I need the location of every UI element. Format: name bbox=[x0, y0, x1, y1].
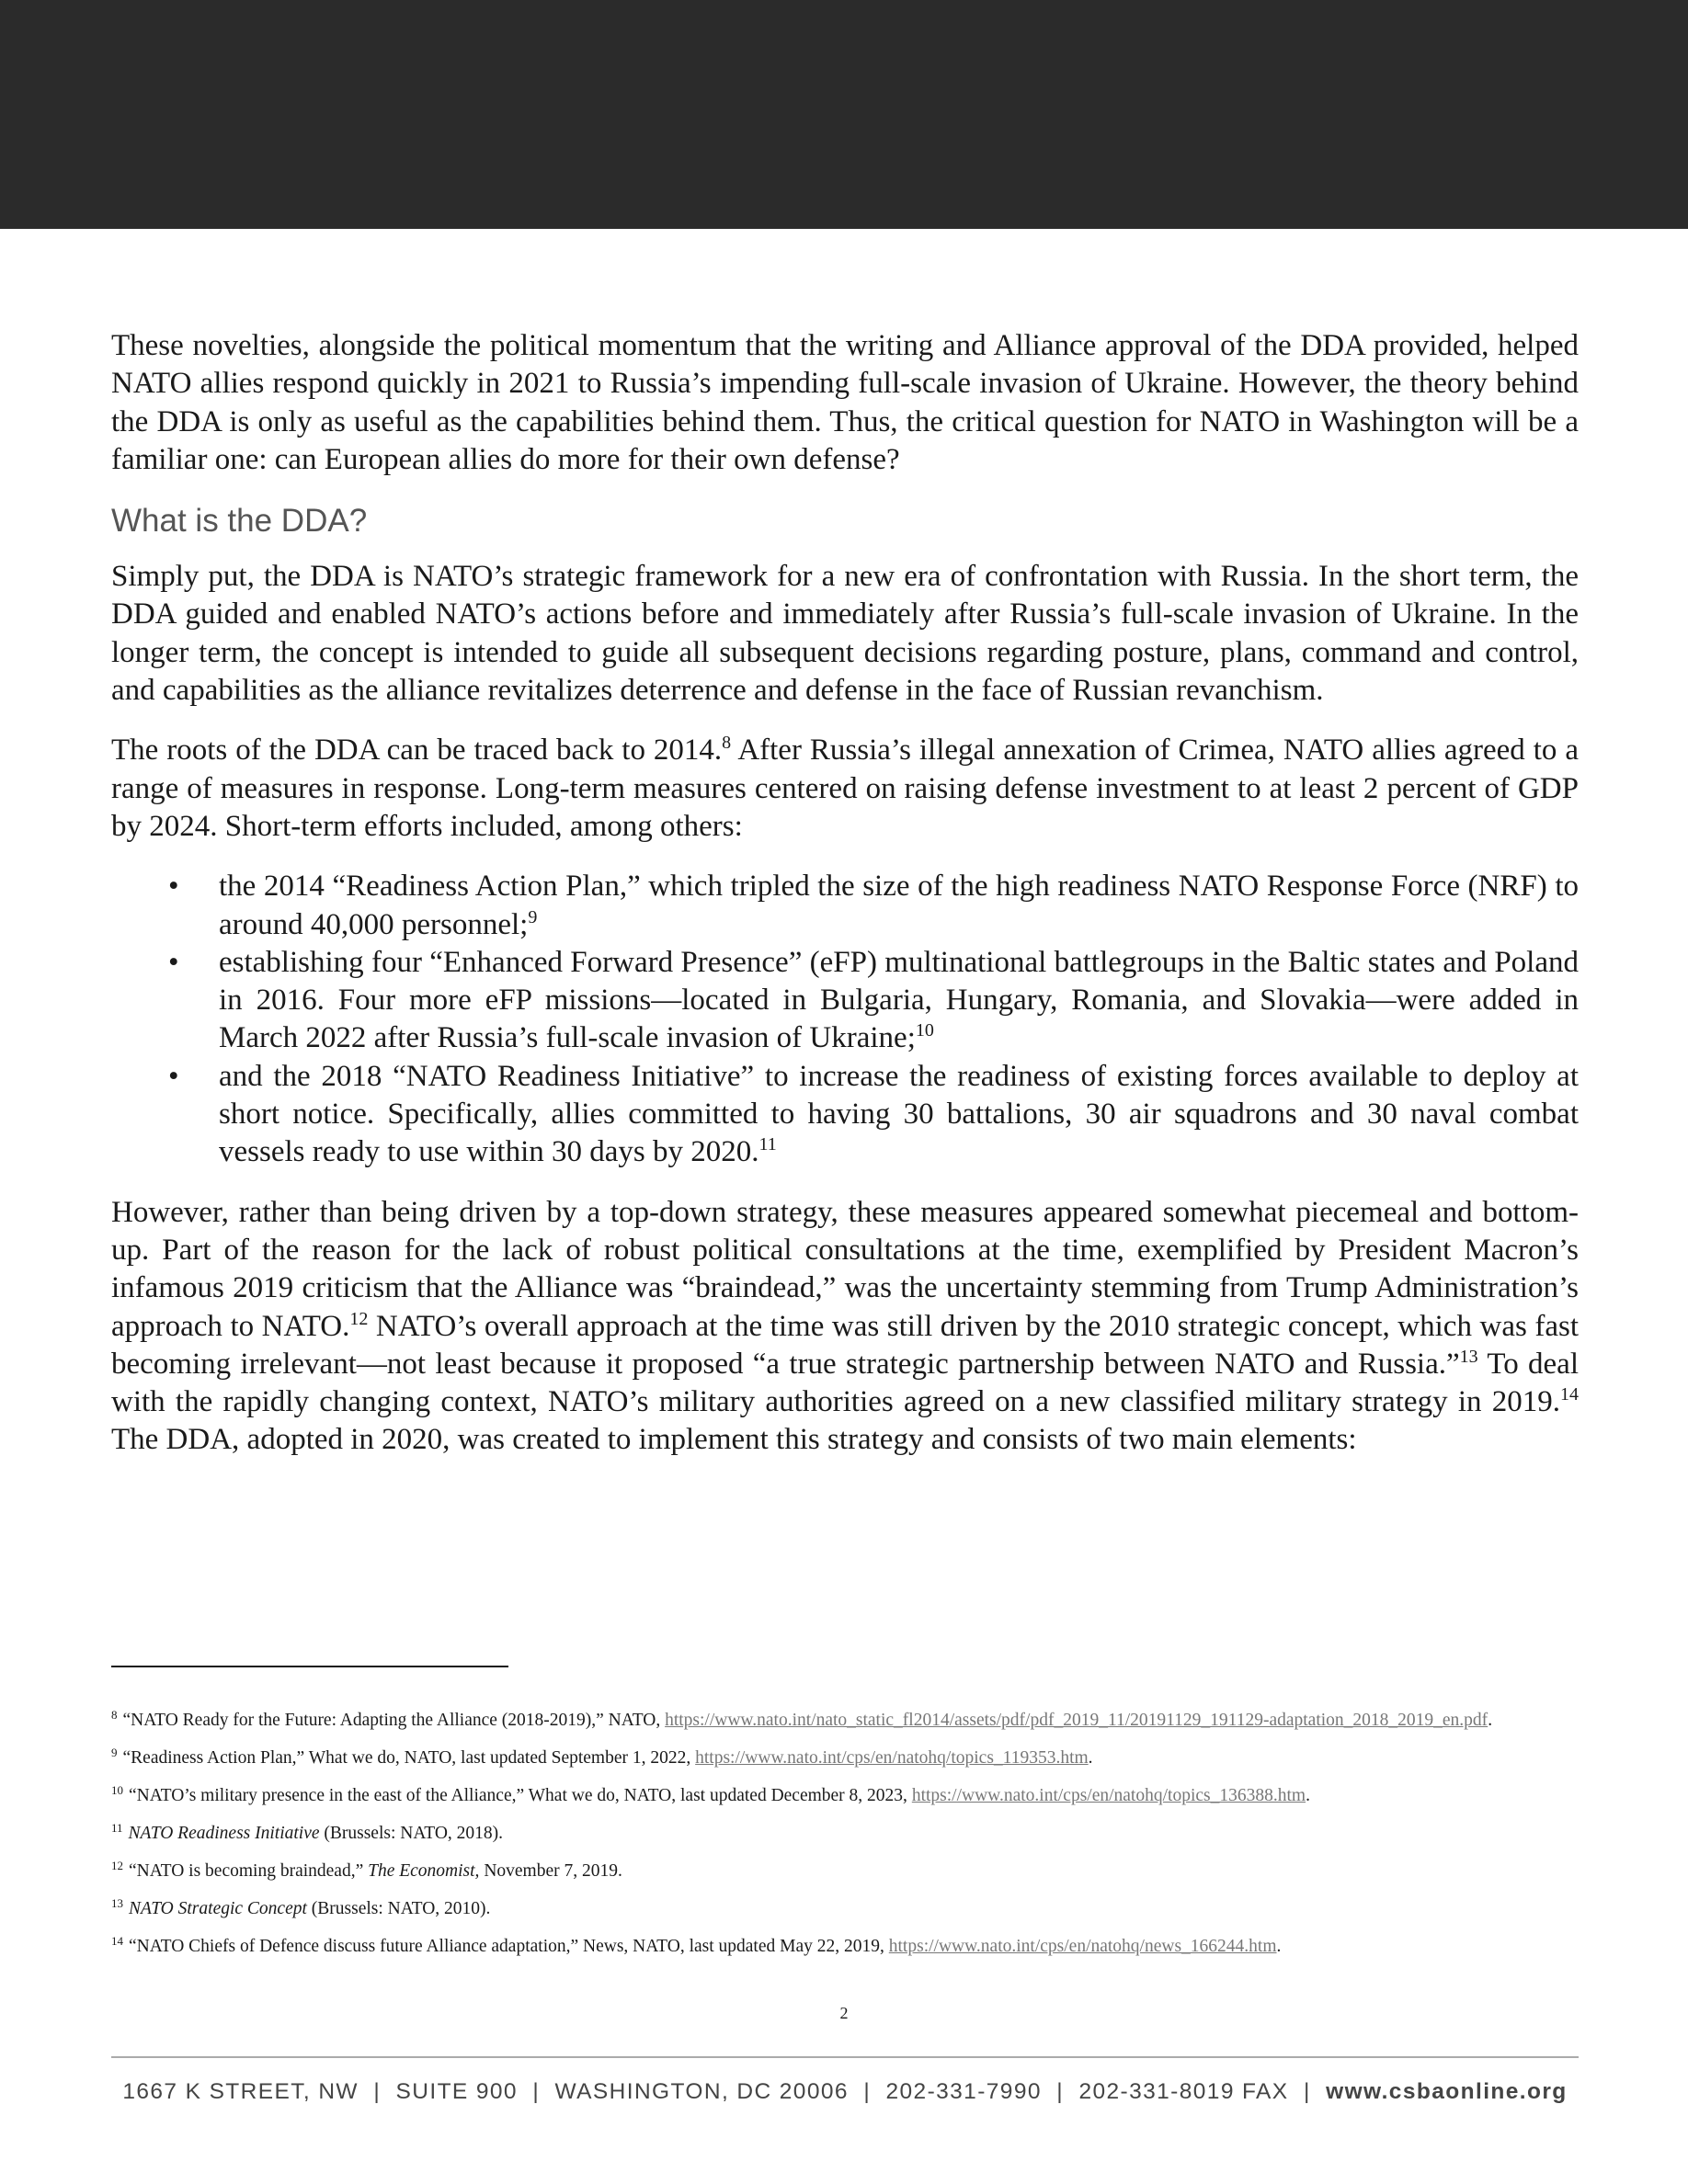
page-number: 2 bbox=[839, 2004, 849, 2022]
header-bar bbox=[0, 0, 1688, 229]
footnote-link[interactable]: https://www.nato.int/cps/en/natohq/topics_136388.htm bbox=[911, 1786, 1306, 1805]
footer-address bbox=[111, 2079, 1579, 2105]
footnote-title: NATO Strategic Concept bbox=[129, 1899, 307, 1918]
list-item-text: the 2014 “Readiness Action Plan,” which tripled the size of the high readiness NATO Response Force (NRF) to around 40,000 personnel; bbox=[219, 870, 1579, 941]
footnote-title: NATO Readiness Initiative bbox=[128, 1824, 320, 1843]
measures-list bbox=[111, 868, 1579, 1171]
paragraph-strategy bbox=[111, 1194, 1579, 1460]
footnote-text: “NATO is becoming braindead,” bbox=[129, 1861, 369, 1881]
footnote-13 bbox=[111, 1895, 1579, 1919]
footnote-link[interactable]: https://www.nato.int/nato_static_fl2014/assets/pdf/pdf_2019_11/20191129_191129-adaptation_2018_2019_en.pdf bbox=[665, 1711, 1488, 1730]
footnote-8 bbox=[111, 1707, 1579, 1731]
footnote-link[interactable]: https://www.nato.int/cps/en/natohq/news_166244.htm bbox=[888, 1937, 1277, 1956]
paragraph-text: The DDA, adopted in 2020, was created to implement this strategy and consists of two main elements: bbox=[111, 1423, 1357, 1457]
footnote-number: 9 bbox=[111, 1745, 118, 1759]
paragraph-text: The roots of the DDA can be traced back to 2014. bbox=[111, 734, 723, 768]
footnote-end: . bbox=[1088, 1748, 1093, 1768]
footnote-ref-10[interactable]: 10 bbox=[915, 1020, 934, 1041]
footnote-text: “NATO’s military presence in the east of the Alliance,” What we do, NATO, last updated December 8, 2023, bbox=[129, 1786, 912, 1805]
footnote-14 bbox=[111, 1933, 1579, 1957]
footnote-text: “NATO Ready for the Future: Adapting the Alliance (2018-2019),” NATO, bbox=[122, 1711, 666, 1730]
footnote-end: . bbox=[1488, 1711, 1493, 1730]
footnote-number: 10 bbox=[111, 1782, 123, 1797]
footnote-text: (Brussels: NATO, 2018). bbox=[319, 1824, 504, 1843]
main-content bbox=[111, 327, 1579, 1482]
footnote-10 bbox=[111, 1782, 1579, 1806]
footnote-ref-12[interactable]: 12 bbox=[349, 1308, 369, 1329]
paragraph-text: To deal with the rapidly changing context, NATO’s military authorities agreed on a new classified military strategy in 2019. bbox=[111, 1347, 1579, 1419]
footnote-link[interactable]: https://www.nato.int/cps/en/natohq/topics_119353.htm bbox=[695, 1748, 1089, 1768]
footnote-11 bbox=[111, 1820, 1579, 1844]
footnote-number: 14 bbox=[111, 1933, 123, 1948]
paragraph-text: NATO’s overall approach at the time was still driven by the 2010 strategic concept, which was fast becoming irrelevant—not least because it proposed “a true strategic partnership between NATO and Russia.” bbox=[111, 1309, 1580, 1381]
footnote-number: 13 bbox=[111, 1895, 123, 1910]
bullet-icon: • bbox=[168, 945, 179, 979]
footnote-ref-14[interactable]: 14 bbox=[1560, 1384, 1579, 1405]
footer-website-link[interactable]: www.csbaonline.org bbox=[1326, 2079, 1568, 2104]
footnote-end: November 7, 2019. bbox=[479, 1861, 622, 1881]
section-heading: What is the DDA? bbox=[111, 503, 368, 540]
footnote-divider bbox=[111, 1666, 508, 1667]
footnote-ref-13[interactable]: 13 bbox=[1459, 1346, 1478, 1367]
footnote-title: The Economist, bbox=[368, 1861, 480, 1881]
footnote-end: . bbox=[1276, 1937, 1282, 1956]
paragraph-text: After Russia’s illegal annexation of Crimea, NATO allies agreed to a range of measures in response. Long-term measures centered on raising defense investment to at least 2 percent of GDP by 2024. Short-term efforts included, among others: bbox=[111, 734, 1579, 843]
list-item bbox=[111, 944, 1579, 1058]
list-item bbox=[111, 868, 1579, 944]
list-item-text: and the 2018 “NATO Readiness Initiative” to increase the readiness of existing forces available to deploy at short notice. Specifically, allies committed to having 30 battalions, 30 air squadrons and 30 naval combat vessels ready to use within 30 days by 2020. bbox=[219, 1059, 1579, 1169]
footnote-text: “NATO Chiefs of Defence discuss future Alliance adaptation,” News, NATO, last updated May 22, 2019, bbox=[129, 1937, 889, 1956]
footnote-number: 11 bbox=[111, 1820, 123, 1835]
footnote-number: 8 bbox=[111, 1707, 118, 1722]
footnote-ref-8[interactable]: 8 bbox=[722, 733, 732, 754]
paragraph-text: However, rather than being driven by a top-down strategy, these measures appeared somewhat piecemeal and bottom-up. Part of the reason for the lack of robust political consultations at the time, exemplified by President Macron’s infamous 2019 criticism that the Alliance was “braindead,” was the uncertainty stemming from Trump Administration’s approach to NATO. bbox=[111, 1195, 1579, 1343]
footnote-text: “Readiness Action Plan,” What we do, NATO, last updated September 1, 2022, bbox=[122, 1748, 696, 1768]
footnote-end: . bbox=[1306, 1786, 1310, 1805]
footnote-12 bbox=[111, 1860, 1579, 1882]
bullet-icon: • bbox=[168, 870, 179, 904]
footnote-ref-11[interactable]: 11 bbox=[758, 1134, 777, 1155]
footnote-text: (Brussels: NATO, 2010). bbox=[306, 1899, 491, 1918]
paragraph-dda-roots bbox=[111, 732, 1579, 846]
bullet-icon: • bbox=[168, 1059, 179, 1093]
intro-paragraph: These novelties, alongside the political momentum that the writing and Alliance approval of the DDA provided, helped NATO allies respond quickly in 2021 to Russia’s impending full-scale invasion of Ukraine. However, the theory behind the DDA is only as useful as the capabilities behind them. Thus, the critical question for NATO in Washington will be a familiar one: can European allies do more for their own defense? bbox=[111, 329, 1579, 476]
footnotes bbox=[111, 1707, 1579, 1974]
footer-contact: 1667 K STREET, NW | SUITE 900 | WASHINGTON, DC 20006 | 202-331-7990 | 202-331-8019 FAX | bbox=[122, 2079, 1327, 2104]
footnote-9 bbox=[111, 1747, 1579, 1769]
paragraph-dda-definition: Simply put, the DDA is NATO’s strategic framework for a new era of confrontation with Russia. In the short term, the DDA guided and enabled NATO’s actions before and immediately after Russia’s full-scale invasion of Ukraine. In the longer term, the concept is intended to guide all subsequent decisions regarding posture, plans, command and control, and capabilities as the alliance revitalizes deterrence and defense in the face of Russian revanchism. bbox=[111, 560, 1579, 708]
list-item-text: establishing four “Enhanced Forward Presence” (eFP) multinational battlegroups in the Baltic states and Poland in 2016. Four more eFP missions—located in Bulgaria, Hungary, Romania, and Slovakia—were added in March 2022 after Russia’s full-scale invasion of Ukraine; bbox=[219, 945, 1579, 1055]
footer-divider bbox=[111, 2056, 1579, 2058]
footnote-number: 12 bbox=[111, 1858, 123, 1872]
list-item bbox=[111, 1058, 1579, 1172]
footnote-ref-9[interactable]: 9 bbox=[528, 906, 538, 927]
